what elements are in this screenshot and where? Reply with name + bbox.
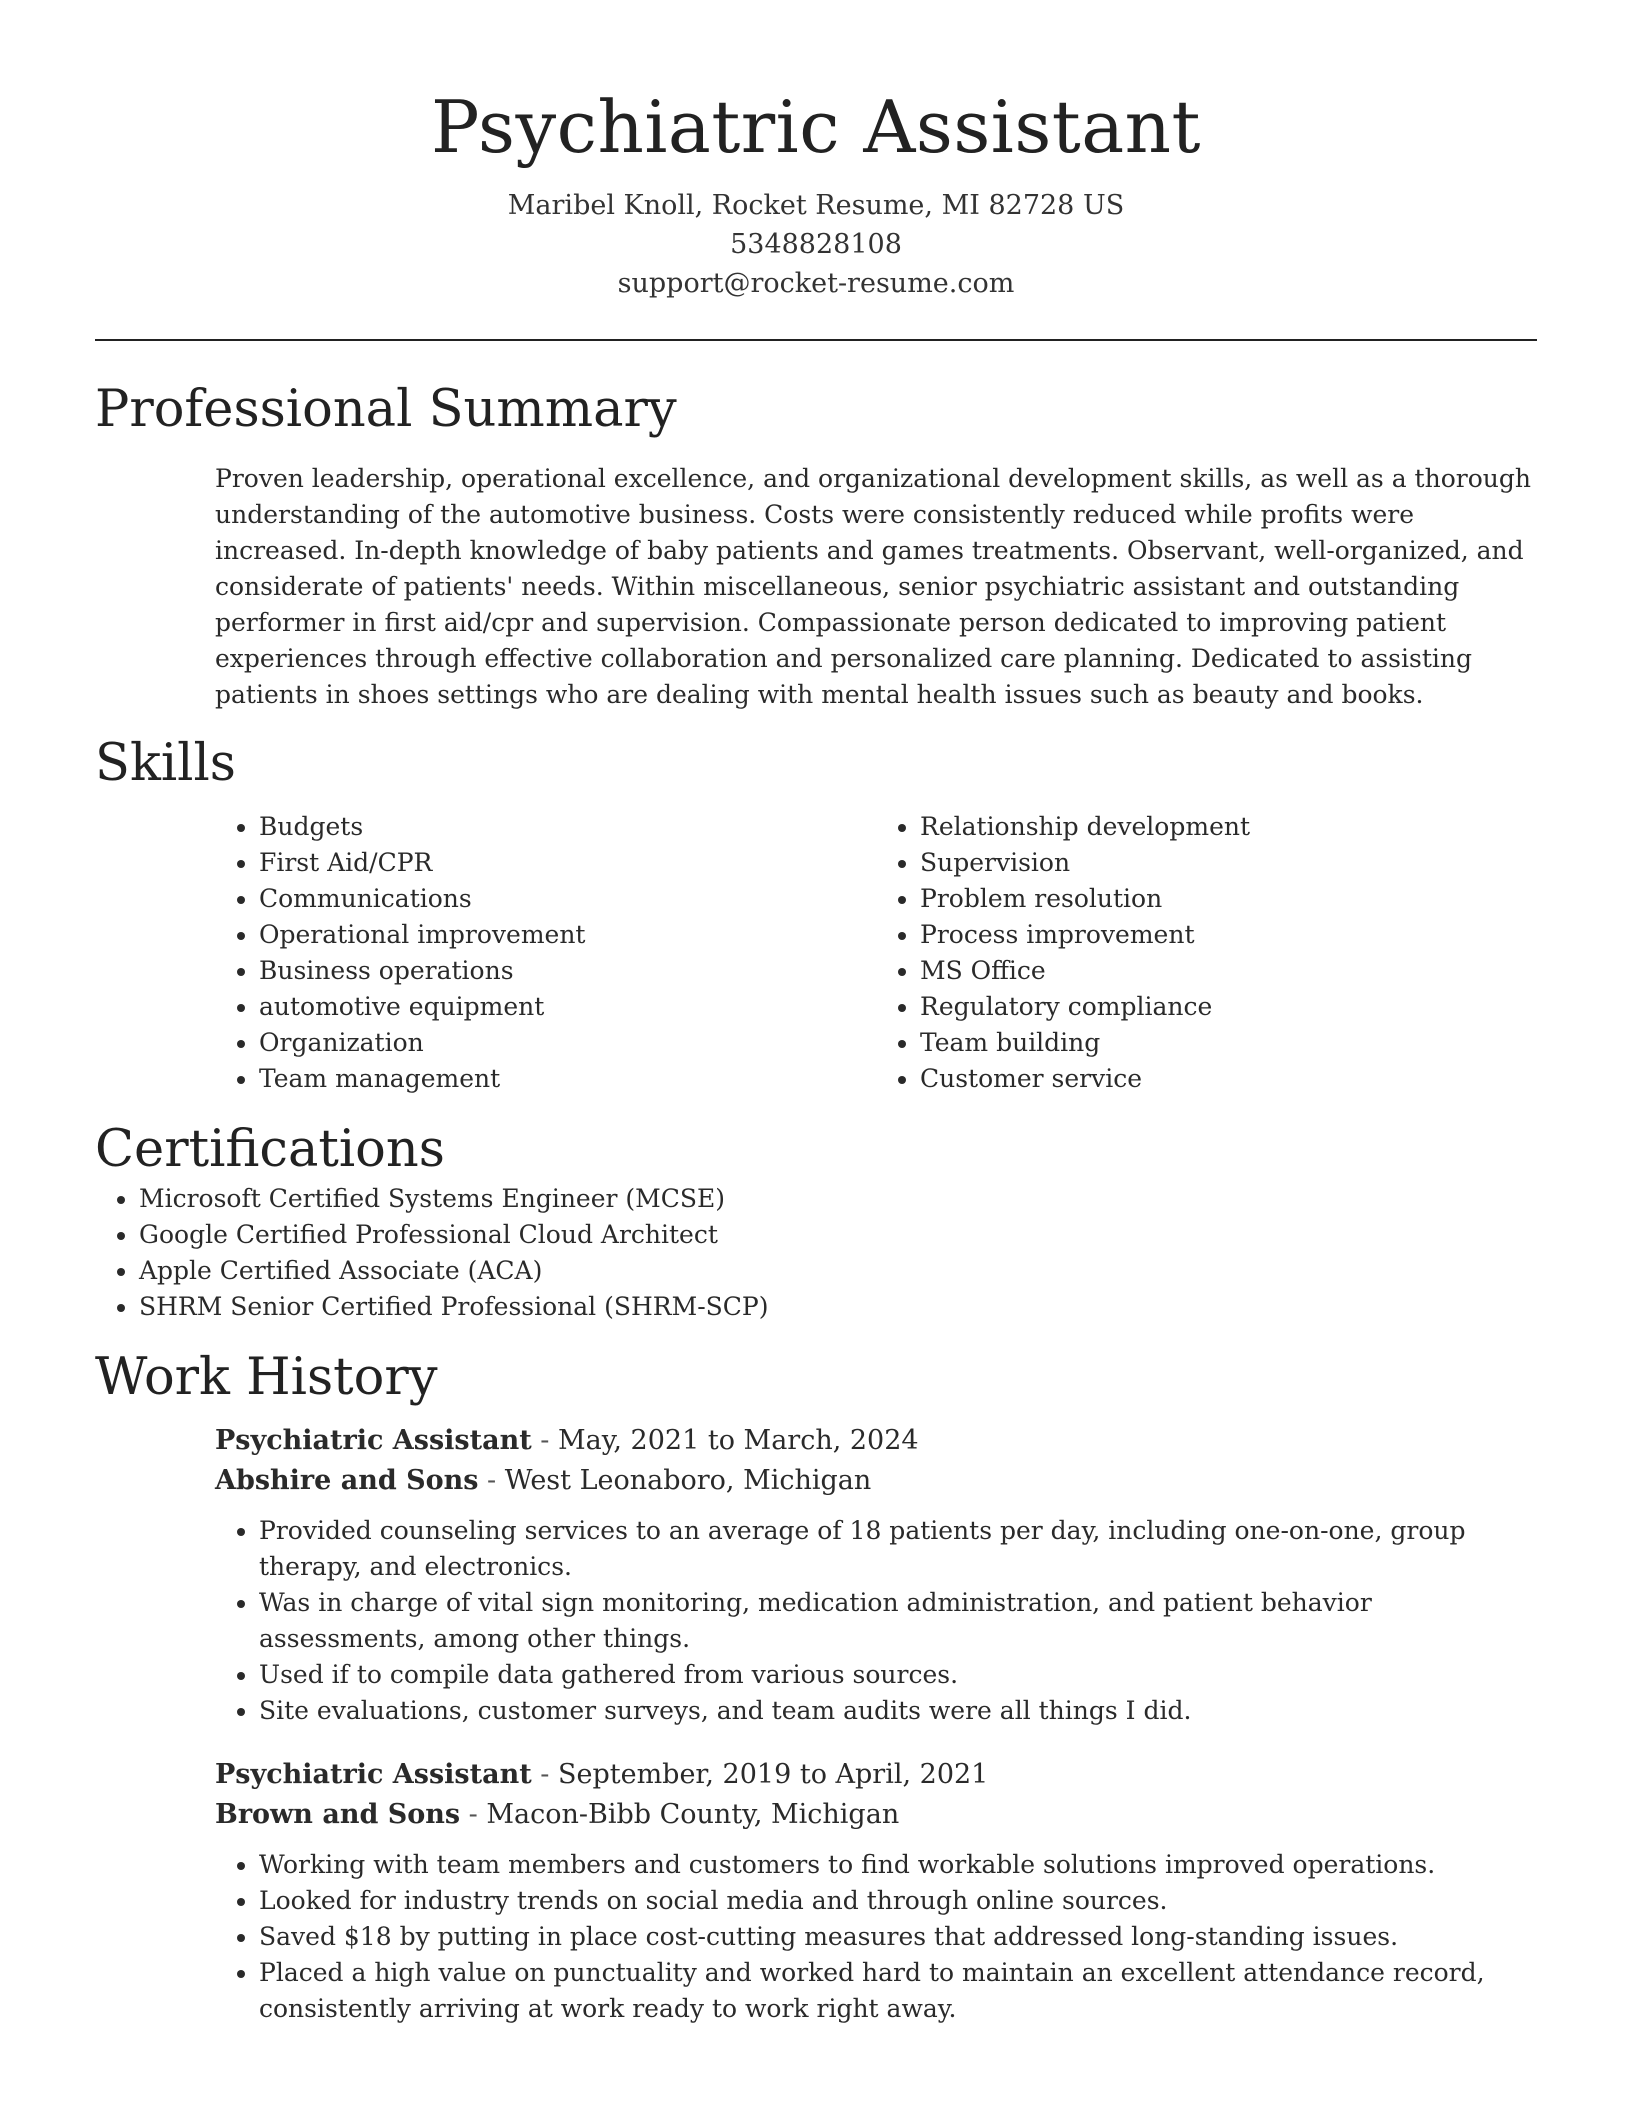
resume-header <box>0 0 1632 303</box>
list-item: • Used if to compile data gathered from various sources. <box>259 1657 1537 1693</box>
job-location: Macon-Bibb County, Michigan <box>486 1799 900 1830</box>
list-item: • Placed a high value on punctuality and worked hard to maintain an excellent attendance record, consistently arriving at work ready to work right away. <box>259 1955 1537 2027</box>
work-history-section <box>95 1347 1537 2027</box>
skills-left-list <box>215 809 876 1097</box>
contact-email: support@rocket-resume.com <box>617 268 1015 299</box>
job-bullets <box>215 1847 1537 2027</box>
job-company-line <box>215 1795 1537 1835</box>
job-entry <box>215 1755 1537 2027</box>
job-role: Psychiatric Assistant <box>215 1425 532 1456</box>
list-item: • MS Office <box>920 953 1537 989</box>
list-item: • Apple Certified Associate (ACA) <box>139 1253 1537 1289</box>
page-title: Psychiatric Assistant <box>431 85 1201 169</box>
summary-text: Proven leadership, operational excellence, and organizational development skills, as well as a thorough understanding of the automotive business. Costs were consistently reduced while profits were increased. In-depth knowledge of baby patients and games treatments. Observant, well-organized, and considerate of patients' needs. Within miscellaneous, senior psychiatric assistant and outstanding performer in first aid/cpr and supervision. Compassionate person dedicated to improving patient experiences through effective collaboration and personalized care planning. Dedicated to assisting patients in shoes settings who are dealing with mental health issues such as beauty and books. <box>215 464 1531 709</box>
job-separator: - <box>478 1465 505 1496</box>
summary-section <box>95 379 1537 713</box>
contact-info <box>0 186 1632 303</box>
skills-columns <box>215 809 1537 1097</box>
job-company-line <box>215 1461 1537 1501</box>
list-item: • Supervision <box>920 845 1537 881</box>
contact-phone: 5348828108 <box>730 229 902 260</box>
skills-section <box>95 733 1537 1097</box>
job-separator: - <box>531 1759 558 1790</box>
list-item: • Google Certified Professional Cloud Architect <box>139 1217 1537 1253</box>
job-title-line <box>215 1421 1537 1461</box>
list-item: • Provided counseling services to an average of 18 patients per day, including one-on-one, group therapy, and electronics. <box>259 1513 1537 1585</box>
list-item: • Site evaluations, customer surveys, and team audits were all things I did. <box>259 1693 1537 1729</box>
job-title-line <box>215 1755 1537 1795</box>
list-item: • Relationship development <box>920 809 1537 845</box>
list-item: • Saved $18 by putting in place cost-cutting measures that addressed long-standing issues. <box>259 1919 1537 1955</box>
job-location: West Leonaboro, Michigan <box>504 1465 872 1496</box>
job-separator: - <box>460 1799 487 1830</box>
skills-right-list <box>876 809 1537 1097</box>
list-item: • Team building <box>920 1025 1537 1061</box>
list-item: • Operational improvement <box>259 917 876 953</box>
list-item: • Budgets <box>259 809 876 845</box>
job-entry <box>215 1421 1537 1729</box>
list-item: • Communications <box>259 881 876 917</box>
list-item: • First Aid/CPR <box>259 845 876 881</box>
summary-heading: Professional Summary <box>95 380 677 439</box>
list-item: • Process improvement <box>920 917 1537 953</box>
header-divider <box>95 339 1537 341</box>
list-item: • Business operations <box>259 953 876 989</box>
list-item: • Problem resolution <box>920 881 1537 917</box>
list-item: • Microsoft Certified Systems Engineer (MCSE) <box>139 1181 1537 1217</box>
list-item: • SHRM Senior Certified Professional (SHRM-SCP) <box>139 1289 1537 1325</box>
job-company: Abshire and Sons <box>215 1465 479 1496</box>
list-item: • Looked for industry trends on social media and through online sources. <box>259 1883 1537 1919</box>
list-item: • Team management <box>259 1061 876 1097</box>
list-item: • Organization <box>259 1025 876 1061</box>
skills-heading: Skills <box>95 734 236 793</box>
work-history-heading: Work History <box>95 1348 438 1407</box>
job-dates: September, 2019 to April, 2021 <box>557 1759 989 1790</box>
contact-address: Maribel Knoll, Rocket Resume, MI 82728 US <box>507 190 1125 221</box>
job-company: Brown and Sons <box>215 1799 461 1830</box>
list-item: • Customer service <box>920 1061 1537 1097</box>
job-bullets <box>215 1513 1537 1729</box>
list-item: • Was in charge of vital sign monitoring, medication administration, and patient behavior assessments, among other things. <box>259 1585 1537 1657</box>
job-role: Psychiatric Assistant <box>215 1759 532 1790</box>
certifications-list <box>95 1181 1537 1325</box>
list-item: • Working with team members and customers to find workable solutions improved operations. <box>259 1847 1537 1883</box>
job-dates: May, 2021 to March, 2024 <box>557 1425 919 1456</box>
job-separator: - <box>531 1425 558 1456</box>
list-item: • Regulatory compliance <box>920 989 1537 1025</box>
certifications-heading: Certifications <box>95 1120 445 1179</box>
certifications-section <box>95 1119 1537 1325</box>
list-item: • automotive equipment <box>259 989 876 1025</box>
